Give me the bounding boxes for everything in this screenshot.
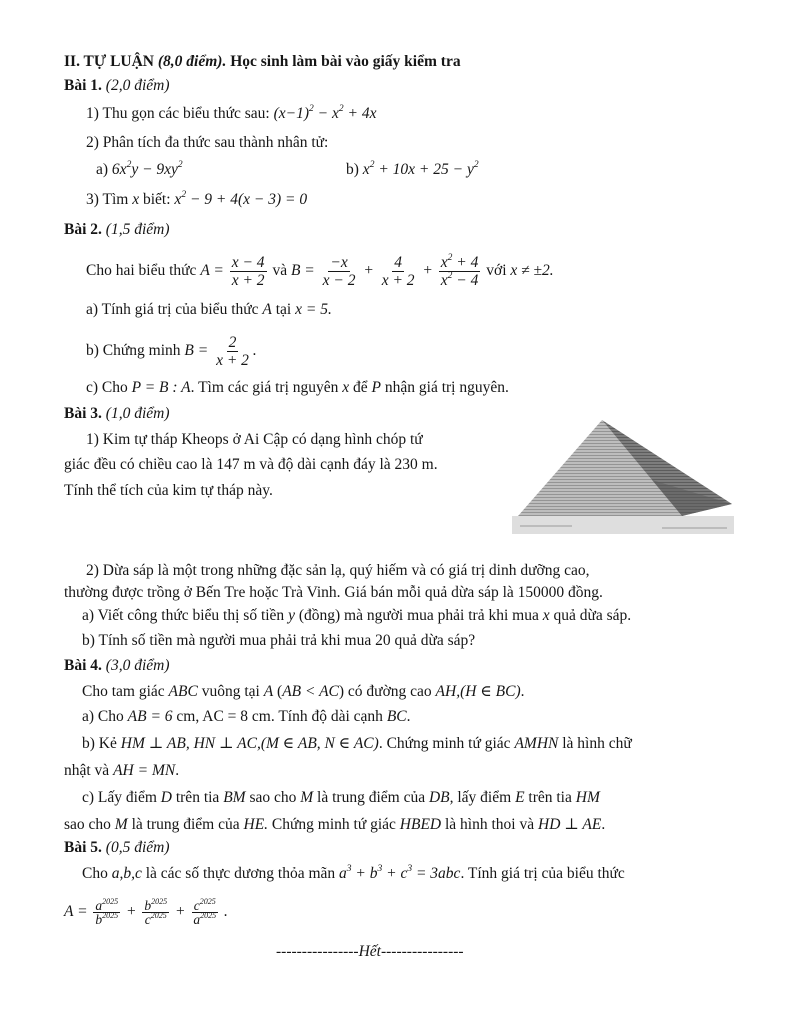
bai4-c-D: D <box>160 789 172 806</box>
bai5-condition: $a^3 + b^3 + c^3 = 3abc$ <box>339 864 461 882</box>
bai5-intro <box>82 864 625 884</box>
bai4-title: Bài 4. <box>64 657 102 674</box>
bai2-c <box>86 378 509 398</box>
bai1-q1 <box>86 104 376 124</box>
bai2-points: (1,5 điểm) <box>105 221 170 238</box>
bai4-b-expr: HM ⊥ AB, HN ⊥ AC,(M ∈ AB, N ∈ AC) <box>120 735 379 752</box>
bai3-p2-line1: 2) Dừa sáp là một trong những đặc sản lạ, quý hiếm và có giá trị dinh dưỡng cao, <box>86 562 590 579</box>
bai5-mid: là các số thực dương thỏa mãn <box>145 865 336 882</box>
bai2-a-at: tại <box>275 301 292 318</box>
bai3-a-var: y <box>288 607 295 624</box>
bai3-b: b) Tính số tiền mà người mua phải trả khi mua 20 quả dừa sáp? <box>82 632 476 649</box>
bai3-a-end: quả dừa sáp. <box>553 607 632 624</box>
bai3-a-mid: (đồng) mà người mua phải trả khi mua <box>298 607 539 624</box>
bai2-c-mid: . Tìm các giá trị nguyên <box>190 379 339 396</box>
bai3-p1-line2: giác đều có chiều cao là 147 m và độ dài cạnh đáy là 230 m. <box>64 456 438 473</box>
bai5-expr <box>64 894 228 930</box>
bai5-title: Bài 5. <box>64 839 102 856</box>
bai4-c-E: E <box>515 789 525 806</box>
bai1-q2a-label: a) <box>96 161 109 178</box>
bai4-a-end: Tính độ dài cạnh <box>278 708 383 725</box>
bai3-points: (1,0 điểm) <box>105 405 170 422</box>
bai4-c-BM: BM <box>223 789 246 806</box>
bai4-a: a) Cho AB = 6 cm, AC = 8 cm. Tính độ dài cạnh BC. <box>82 708 411 725</box>
bai1-q1-expr: $(x-1)^2 - x^2 + 4x$ <box>273 104 377 122</box>
bai3-title: Bài 3. <box>64 405 102 422</box>
bai4-b-line2: nhật và AH = MN. <box>64 762 180 779</box>
bai4-c-t3: sao cho <box>249 789 297 806</box>
section-heading <box>64 52 461 72</box>
bai1-q1-text: 1) Thu gọn các biểu thức sau: <box>86 105 270 122</box>
bai4-c-t9: Chứng minh tứ giác <box>271 816 396 833</box>
bai4-vA: A <box>263 683 274 700</box>
bai1-q2b <box>346 160 479 180</box>
bai3-p2-line2: thường được trồng ở Bến Tre hoặc Trà Vinh. Giá bán mỗi quả dừa sáp là 150000 đồng. <box>64 584 603 601</box>
bai4-b-eq: AH = MN <box>113 762 176 779</box>
bai2-b-expr: B = $\frac{2}{x + 2}$ . <box>184 333 257 369</box>
bai3-p1-line1: 1) Kim tự tháp Kheops ở Ai Cập có dạng hình chóp tứ <box>86 431 423 448</box>
bai2-b <box>86 333 257 369</box>
bai1-heading <box>64 76 169 96</box>
bai2-intro <box>86 253 554 289</box>
bai1-q3 <box>86 190 307 210</box>
bai1-q2 <box>86 133 328 153</box>
bai4-heading <box>64 656 169 676</box>
bai1-q3-after: biết: <box>142 191 171 208</box>
bai2-c-var2: P <box>371 379 382 396</box>
bai4-c-M2: M <box>114 816 128 833</box>
bai4-c-HM: HM <box>575 789 600 806</box>
bai4-c-line1 <box>82 788 600 808</box>
bai5-expr-a: A = $\frac{a^{2025}}{b^{2025}}$ + $\frac{b^{2025}}{c^{2025}}$ + $\frac{c^{2025}}{a^{2025}}$ . <box>64 896 228 927</box>
bai3-heading <box>64 404 169 424</box>
bai2-and: và <box>272 262 288 279</box>
bai1-points: (2,0 điểm) <box>105 77 170 94</box>
bai4-a-text: a) Cho <box>82 708 124 725</box>
bai1-q2b-expr: $x^2 + 10x + 25 - y^2$ <box>362 160 479 178</box>
bai2-with: với <box>486 262 507 279</box>
bai5-heading <box>64 838 169 858</box>
bai2-c-end: nhận giá trị nguyên. <box>384 379 509 396</box>
bai2-a <box>86 300 332 320</box>
bai1-q3-expr: $x^2 - 9 + 4(x - 3) = 0$ <box>174 190 308 208</box>
bai3-a-var2: x <box>542 607 550 624</box>
bai4-b-line2-text: nhật và <box>64 762 110 779</box>
bai4-b <box>82 734 632 754</box>
bai1-q2a <box>96 160 183 180</box>
section-title: II. TỰ LUẬN <box>64 53 155 70</box>
bai1-q3-var: x <box>132 191 140 208</box>
bai4-c-t7: sao cho <box>64 816 111 833</box>
bai4-c-line2: sao cho M là trung điểm của HE. Chứng minh tứ giác HBED là hình thoi và HD ⊥ AE. <box>64 816 606 833</box>
bai4-a-ab: AB = 6 <box>127 708 173 725</box>
bai1-title: Bài 1. <box>64 77 102 94</box>
bai5-intro-text: Cho <box>82 865 108 882</box>
bai4-c-HBED: HBED <box>399 816 442 833</box>
bai2-a-val: x = 5. <box>295 301 332 318</box>
bai1-q2b-label: b) <box>346 161 359 178</box>
bai4-tri: ABC <box>168 683 198 700</box>
bai2-c-var: x <box>342 379 350 396</box>
pyramid-ground <box>512 516 734 534</box>
bai2-cond: x ≠ ±2. <box>510 262 554 279</box>
bai4-c-DB: DB, <box>428 789 454 806</box>
bai2-a-var: A <box>262 301 272 318</box>
bai4-c-t1: c) Lấy điểm <box>82 789 157 806</box>
bai2-expr-b: B = $\frac{-x}{x - 2}$ + $\frac{4}{x + 2}$ + $\frac{x^2 + 4}{x^2 - 4}$ <box>290 252 479 289</box>
bai4-c-t8: là trung điểm của <box>131 816 240 833</box>
bai3-a-text: a) Viết công thức biểu thị số tiền <box>82 607 285 624</box>
footer-end-mark <box>276 942 464 962</box>
section-points: (8,0 điểm). <box>157 53 227 70</box>
footer-right-dashes: ---------------- <box>380 943 464 960</box>
bai4-intro1: Cho tam giác <box>82 683 165 700</box>
bai4-points: (3,0 điểm) <box>105 657 170 674</box>
bai2-a-text: a) Tính giá trị của biểu thức <box>86 301 259 318</box>
bai4-c-M: M <box>300 789 314 806</box>
bai4-b-text: b) Kẻ <box>82 735 117 752</box>
bai4-alt: AH,(H ∈ BC) <box>435 683 521 700</box>
bai4-b-quad: AMHN <box>514 735 559 752</box>
bai4-b-mid: . Chứng minh tứ giác <box>378 735 511 752</box>
bai1-q2a-expr: $6x^2y - 9xy^2$ <box>111 160 183 178</box>
bai4-intro3: có đường cao <box>347 683 432 700</box>
bai3-a <box>82 606 631 626</box>
bai4-intro: Cho tam giác ABC vuông tại A (AB < AC) có đường cao AH,(H ∈ BC). <box>82 683 525 700</box>
bai2-title: Bài 2. <box>64 221 102 238</box>
bai4-c-t4: là trung điểm của <box>317 789 426 806</box>
bai4-intro2: vuông tại <box>201 683 260 700</box>
bai5-end: . Tính giá trị của biểu thức <box>460 865 625 882</box>
bai3-p1-line3: Tính thể tích của kim tự tháp này. <box>64 482 273 499</box>
bai4-c-t6: trên tia <box>528 789 572 806</box>
bai4-a-bc: BC <box>386 708 407 725</box>
bai2-heading <box>64 220 169 240</box>
pyramid-image <box>512 418 734 534</box>
section-instruction: Học sinh làm bài vào giấy kiểm tra <box>230 53 461 70</box>
footer-left-dashes: ---------------- <box>276 943 359 960</box>
bai4-c-t2: trên tia <box>175 789 220 806</box>
bai1-q2-text: 2) Phân tích đa thức sau thành nhân tử: <box>86 134 329 151</box>
bai4-c-t5: lấy điểm <box>457 789 512 806</box>
bai4-c-t10: là hình thoi và <box>445 816 535 833</box>
bai2-b-text: b) Chứng minh <box>86 342 181 359</box>
bai1-q3-text: 3) Tìm <box>86 191 129 208</box>
bai4-c-expr: HD ⊥ AE <box>538 816 602 833</box>
bai4-cond: AB < AC <box>282 683 339 700</box>
footer-word: Hết <box>358 943 381 960</box>
bai2-expr-a: A = $\frac{x - 4}{x + 2}$ <box>200 253 265 289</box>
bai4-c-HE: HE. <box>243 816 269 833</box>
bai2-c-expr: P = B : A <box>131 379 191 396</box>
bai5-points: (0,5 điểm) <box>105 839 170 856</box>
bai2-intro-text: Cho hai biểu thức <box>86 262 197 279</box>
bai5-vars: a,b,c <box>111 865 142 882</box>
bai4-b-end: là hình chữ <box>562 735 632 752</box>
bai4-a-vals: cm, AC = 8 cm. <box>176 708 275 725</box>
bai2-c-text: c) Cho <box>86 379 128 396</box>
bai2-c-for: để <box>353 379 368 396</box>
